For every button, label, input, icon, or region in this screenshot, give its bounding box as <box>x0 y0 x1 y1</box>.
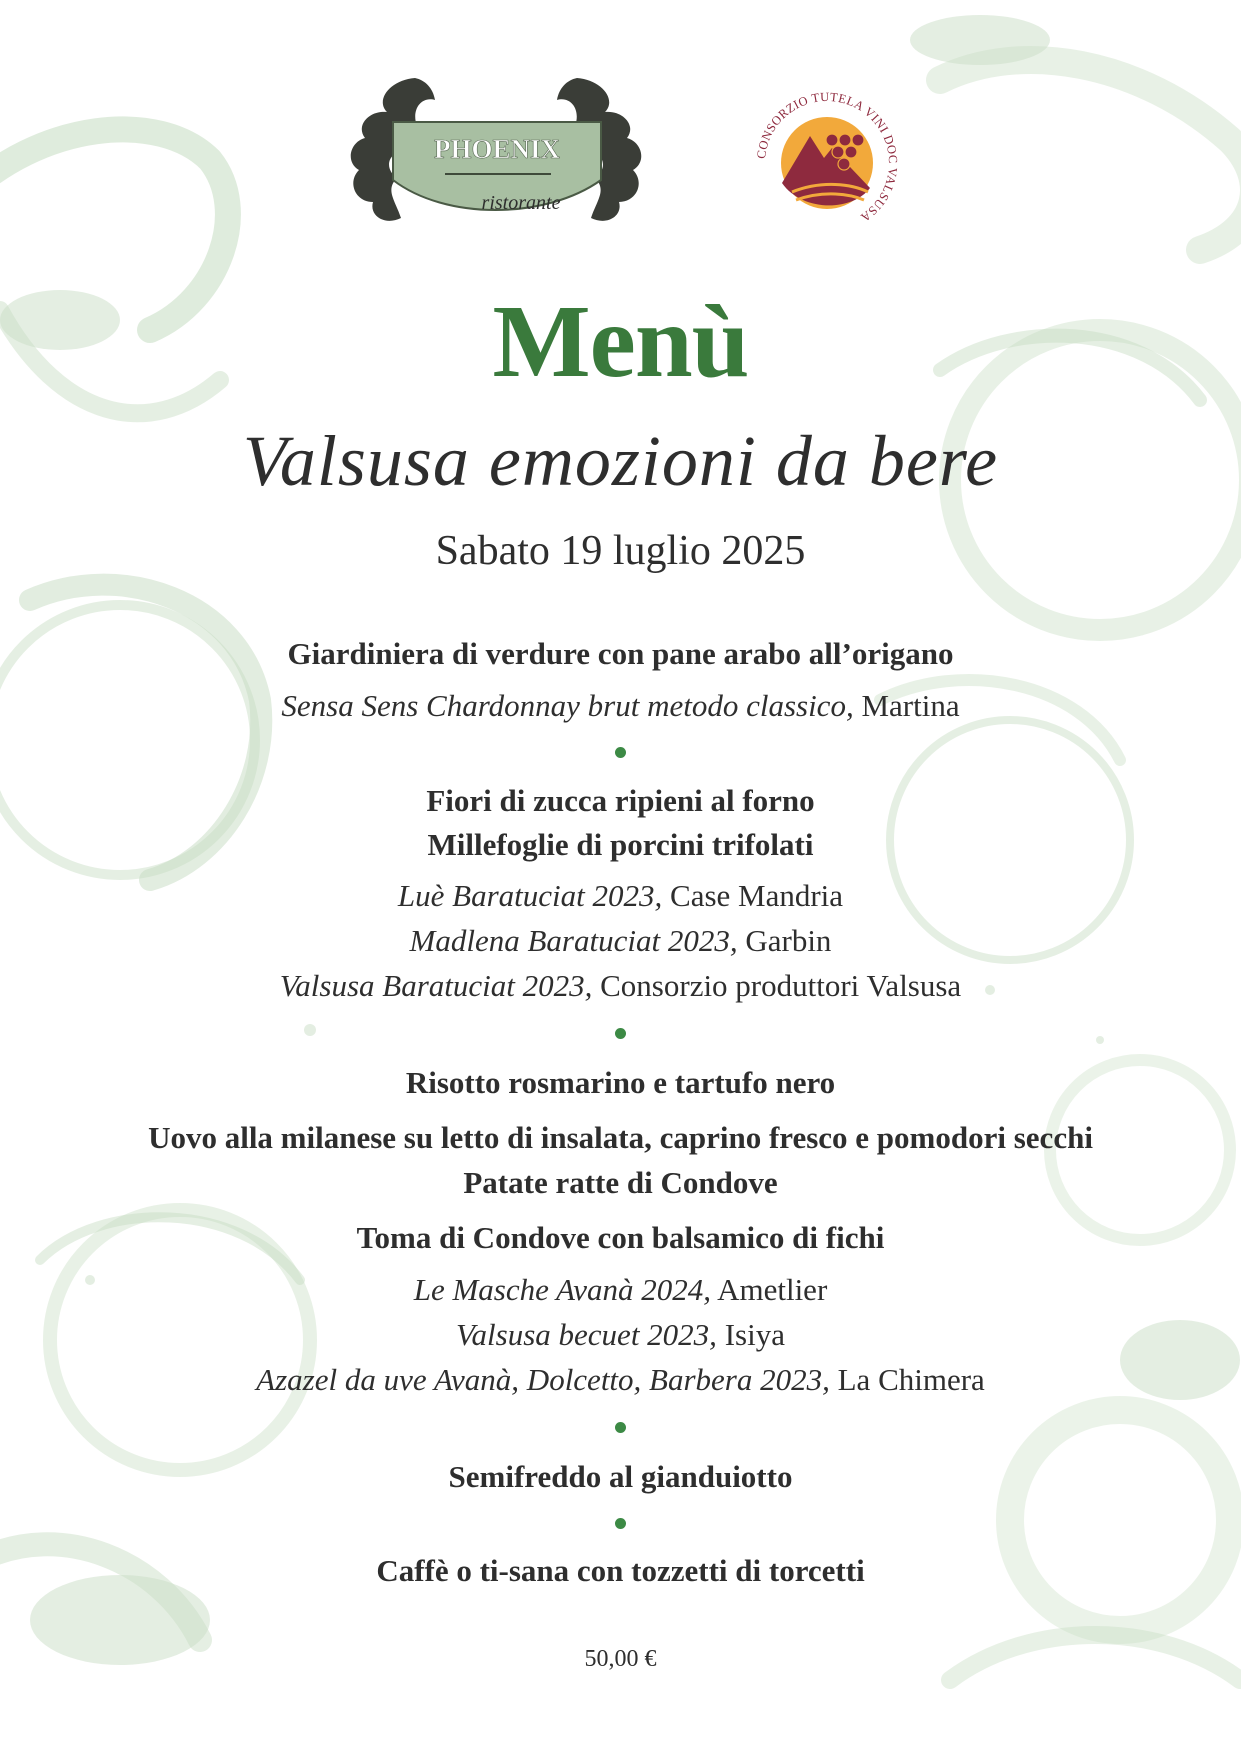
wine-producer: Consorzio produttori Valsusa <box>592 968 962 1003</box>
wine-pairing-line <box>0 1270 1241 1310</box>
wine-producer: Ametlier <box>711 1272 828 1307</box>
wine-producer: La Chimera <box>829 1362 985 1397</box>
wine-pairing-line <box>0 1360 1241 1400</box>
dish-fiori-di-zucca: Fiori di zucca ripieni al forno <box>426 783 815 818</box>
ristorante-wordmark: ristorante <box>481 192 561 214</box>
wine-name: Azazel da uve Avanà, Dolcetto, Barbera 2023, <box>256 1362 830 1397</box>
consorzio-ring-text: CONSORZIO TUTELA VINI DOC VALSUSA <box>754 89 901 225</box>
wine-name: Luè Baratuciat 2023, <box>397 878 663 913</box>
wine-pairing-line <box>0 966 1241 1006</box>
course-separator-dot <box>615 1028 626 1039</box>
dish-giardiniera: Giardiniera di verdure con pane arabo all’origano <box>287 636 954 671</box>
wine-producer: Garbin <box>737 923 832 958</box>
wine-producer: Isiya <box>716 1317 785 1352</box>
course-separator-dot <box>615 1518 626 1529</box>
wine-name: Valsusa Baratuciat 2023, <box>279 968 593 1003</box>
wine-name: Valsusa becuet 2023, <box>456 1317 717 1352</box>
event-date: Sabato 19 luglio 2025 <box>435 528 806 574</box>
wine-pairing-line <box>0 686 1241 726</box>
wine-producer: Martina <box>853 688 960 723</box>
wine-pairing-line <box>0 921 1241 961</box>
wine-name: Sensa Sens Chardonnay brut metodo classico, <box>281 688 854 723</box>
dish-risotto: Risotto rosmarino e tartufo nero <box>405 1065 836 1100</box>
wine-pairing-line <box>0 1315 1241 1355</box>
menu-price: 50,00 € <box>584 1646 657 1672</box>
phoenix-wordmark: PHOENIX <box>433 134 561 164</box>
wine-name: Le Masche Avanà 2024, <box>413 1272 712 1307</box>
dish-semifreddo: Semifreddo al gianduiotto <box>448 1459 793 1494</box>
course-separator-dot <box>615 1422 626 1433</box>
wine-pairing-line <box>0 876 1241 916</box>
phoenix-restaurant-logo <box>345 70 647 230</box>
dish-toma-di-condove: Toma di Condove con balsamico di fichi <box>356 1220 885 1255</box>
consorzio-valsusa-logo <box>752 88 902 238</box>
menu-title: Menù <box>492 284 749 399</box>
dish-millefoglie: Millefoglie di porcini trifolati <box>427 827 814 862</box>
dish-uovo-alla-milanese: Uovo alla milanese su letto di insalata, caprino fresco e pomodori secchi <box>148 1120 1093 1155</box>
dish-caffe-ti-sana: Caffè o ti-sana con tozzetti di torcetti <box>376 1553 865 1588</box>
wine-name: Madlena Baratuciat 2023, <box>409 923 738 958</box>
menu-subtitle: Valsusa emozioni da bere <box>242 421 999 501</box>
wine-producer: Case Mandria <box>662 878 844 913</box>
dish-patate-ratte: Patate ratte di Condove <box>463 1165 778 1200</box>
course-separator-dot <box>615 747 626 758</box>
